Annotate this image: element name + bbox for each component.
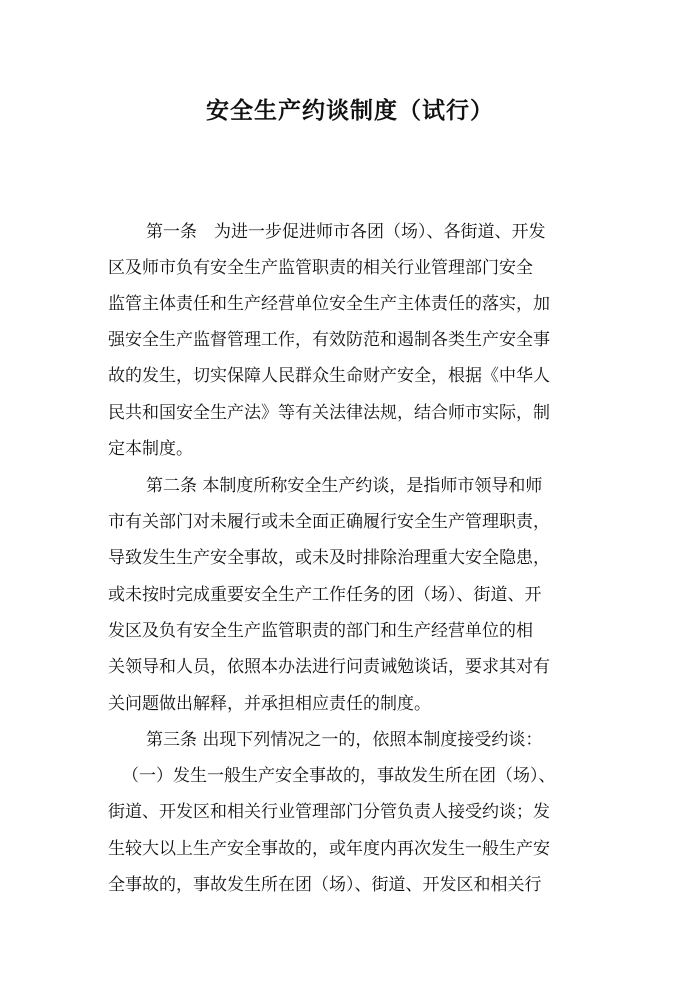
text-line: 第一条 为进一步促进师市各团（场）、各街道、开发 <box>146 222 546 242</box>
text-line: 第二条 本制度所称安全生产约谈，是指师市领导和师 <box>146 476 543 496</box>
text-line: 强安全生产监督管理工作，有效防范和遏制各类生产安全事 <box>108 330 550 350</box>
text-line: 关问题做出解释，并承担相应责任的制度。 <box>108 694 431 714</box>
text-line: 区及师市负有安全生产监管职责的相关行业管理部门安全 <box>108 258 533 278</box>
text-line: 定本制度。 <box>108 439 193 459</box>
text-line: 街道、开发区和相关行业管理部门分管负责人接受约谈；发 <box>108 802 550 822</box>
text-line: 生较大以上生产安全事故的，或年度内再次发生一般生产安 <box>108 839 550 859</box>
text-line: 故的发生，切实保障人民群众生命财产安全，根据《中华人 <box>108 366 550 386</box>
text-line: 关领导和人员，依照本办法进行问责诫勉谈话，要求其对有 <box>108 657 550 677</box>
text-line: 发区及负有安全生产监管职责的部门和生产经营单位的相 <box>108 621 533 641</box>
text-line: （一）发生一般生产安全事故的，事故发生所在团（场）、 <box>122 766 556 786</box>
text-line: 全事故的，事故发生所在团（场）、街道、开发区和相关行 <box>108 875 542 895</box>
text-line: 民共和国安全生产法》等有关法律法规，结合师市实际，制 <box>108 403 550 423</box>
text-line: 市有关部门对未履行或未全面正确履行安全生产管理职责， <box>108 512 550 532</box>
text-line: 导致发生生产安全事故，或未及时排除治理重大安全隐患， <box>108 548 550 568</box>
text-line: 监管主体责任和生产经营单位安全生产主体责任的落实，加 <box>108 294 550 314</box>
text-line: 第三条 出现下列情况之一的，依照本制度接受约谈： <box>146 730 543 750</box>
document-title: 安全生产约谈制度（试行） <box>206 98 494 124</box>
text-line: 或未按时完成重要安全生产工作任务的团（场）、街道、开 <box>108 585 542 605</box>
